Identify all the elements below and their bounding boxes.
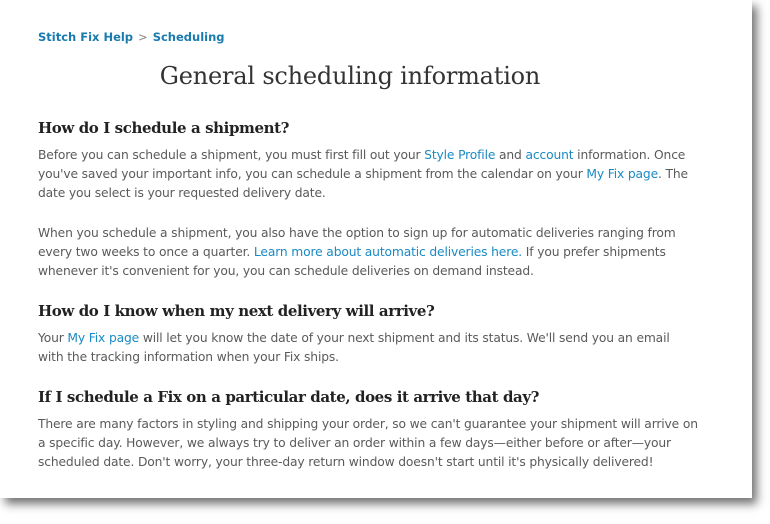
section-heading-arrival-date: If I schedule a Fix on a particular date, does it arrive that day? (38, 388, 540, 406)
paragraph-arrival-date (38, 415, 698, 472)
style-profile-link[interactable]: Style Profile (424, 148, 496, 162)
paragraph-text: will let you know the date of your next shipment and its status. We'll send you an email with the tracking information when your Fix ships. (38, 331, 670, 364)
paragraph-automatic-deliveries (38, 224, 698, 281)
paragraph-text: Before you can schedule a shipment, you must first fill out your (38, 148, 425, 162)
section-heading-next-delivery: How do I know when my next delivery will arrive? (38, 302, 435, 320)
breadcrumb-separator: > (138, 30, 148, 44)
paragraph-text: Your (38, 331, 68, 345)
paragraph-text: There are many factors in styling and shipping your order, so we can't guarantee your shipment will arrive on a specific day. However, we always try to deliver an order within a few days—either before or after—your scheduled date. Don't worry, your three-day return window doesn't start until it's physically delivered! (38, 417, 698, 469)
paragraph-schedule-prereqs (38, 146, 698, 203)
paragraph-text: If you prefer shipments whenever it's convenient for you, you can schedule deliveries on demand instead. (38, 245, 666, 278)
account-link[interactable]: account (525, 148, 574, 162)
paragraph-text: information. Once you've saved your important info, you can schedule a shipment from the calendar on your (38, 148, 686, 181)
paragraph-text: When you schedule a shipment, you also have the option to sign up for automatic deliveries ranging from every two weeks to once a quarter. (38, 226, 676, 259)
breadcrumb-current-link[interactable]: Scheduling (152, 30, 225, 44)
breadcrumb-home-link[interactable]: Stitch Fix Help (38, 30, 134, 44)
paragraph-next-delivery (38, 329, 698, 367)
page-title: General scheduling information (159, 62, 541, 90)
paragraph-text: and (495, 148, 526, 162)
breadcrumb (38, 30, 225, 44)
automatic-deliveries-link[interactable]: Learn more about automatic deliveries here. (253, 245, 523, 259)
my-fix-page-link[interactable]: My Fix page (67, 331, 140, 345)
section-heading-schedule-shipment: How do I schedule a shipment? (38, 119, 290, 137)
paragraph-text: . The date you select is your requested delivery date. (38, 167, 688, 200)
my-fix-page-link[interactable]: My Fix page (586, 167, 658, 181)
